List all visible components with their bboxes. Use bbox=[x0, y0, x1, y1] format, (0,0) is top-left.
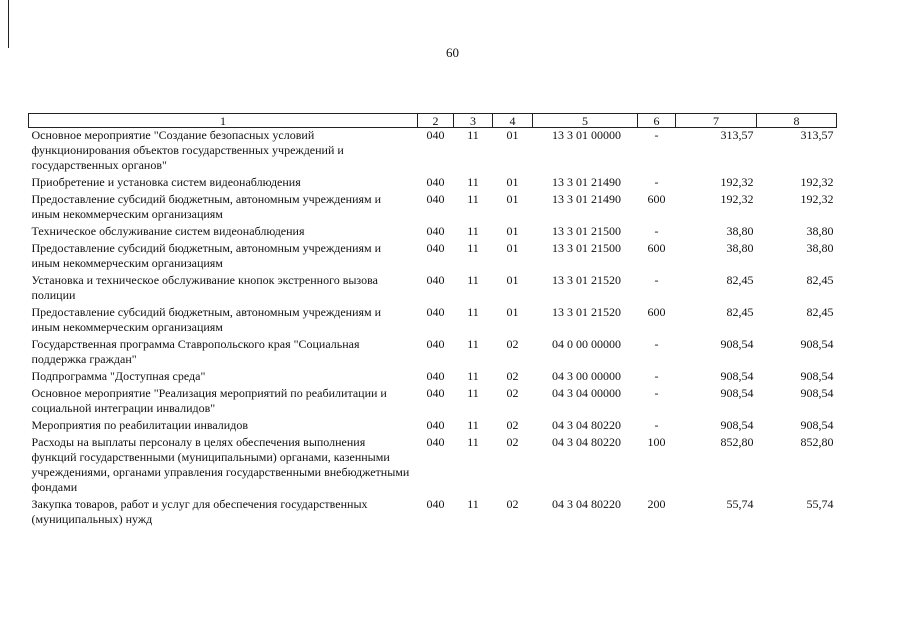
left-margin-rule bbox=[8, 0, 9, 48]
table-row bbox=[29, 435, 837, 497]
expense-type-code: - bbox=[654, 175, 659, 189]
ministry-code: 040 bbox=[426, 305, 445, 319]
amount-col-7: 82,45 bbox=[726, 305, 754, 319]
subsection-code: 02 bbox=[506, 386, 519, 400]
ministry-code: 040 bbox=[426, 418, 445, 432]
target-article-code: 13 3 01 21520 bbox=[552, 305, 621, 319]
subsection-code: 01 bbox=[506, 128, 519, 142]
amount-col-8: 908,54 bbox=[800, 337, 834, 351]
expense-type-code: - bbox=[654, 386, 659, 400]
amount-col-8: 82,45 bbox=[806, 305, 834, 319]
column-header: 6 bbox=[638, 114, 676, 128]
item-name: Предоставление субсидий бюджетным, автономным учреждениям и иным некоммерческим организациям bbox=[31, 305, 382, 334]
table-row bbox=[29, 418, 837, 435]
subsection-code: 02 bbox=[506, 435, 519, 449]
ministry-code: 040 bbox=[426, 386, 445, 400]
ministry-code: 040 bbox=[426, 175, 445, 189]
table-row bbox=[29, 369, 837, 386]
amount-col-8: 38,80 bbox=[806, 241, 834, 255]
section-code: 11 bbox=[467, 386, 479, 400]
subsection-code: 02 bbox=[506, 497, 519, 511]
expense-type-code: 600 bbox=[647, 305, 666, 319]
amount-col-8: 192,32 bbox=[800, 175, 834, 189]
item-name: Предоставление субсидий бюджетным, автономным учреждениям и иным некоммерческим организациям bbox=[31, 241, 382, 270]
item-name: Подпрограмма "Доступная среда" bbox=[31, 369, 206, 383]
target-article-code: 04 3 04 80220 bbox=[552, 497, 621, 511]
amount-col-7: 192,32 bbox=[720, 192, 754, 206]
subsection-code: 01 bbox=[506, 224, 519, 238]
item-name: Основное мероприятие "Создание безопасных условий функционирования объектов государственных учреждений и государственных органов" bbox=[31, 128, 344, 172]
amount-col-7: 908,54 bbox=[720, 337, 754, 351]
item-name: Установка и техническое обслуживание кнопок экстренного вызова полиции bbox=[31, 273, 378, 302]
expense-type-code: - bbox=[654, 418, 659, 432]
subsection-code: 01 bbox=[506, 175, 519, 189]
amount-col-8: 38,80 bbox=[806, 224, 834, 238]
table-row bbox=[29, 273, 837, 305]
item-name: Расходы на выплаты персоналу в целях обеспечения выполнения функций государственными (муниципальными) органами, казенными учреждениями, органами управления государственными внебюджетными фондами bbox=[31, 435, 410, 494]
amount-col-8: 852,80 bbox=[800, 435, 834, 449]
column-header: 7 bbox=[676, 114, 757, 128]
section-code: 11 bbox=[467, 224, 479, 238]
ministry-code: 040 bbox=[426, 369, 445, 383]
target-article-code: 04 3 04 80220 bbox=[552, 418, 621, 432]
table-row bbox=[29, 386, 837, 418]
target-article-code: 13 3 01 21490 bbox=[552, 175, 621, 189]
subsection-code: 01 bbox=[506, 305, 519, 319]
amount-col-7: 38,80 bbox=[726, 241, 754, 255]
amount-col-7: 55,74 bbox=[726, 497, 754, 511]
expense-type-code: - bbox=[654, 128, 659, 142]
target-article-code: 04 3 04 80220 bbox=[552, 435, 621, 449]
section-code: 11 bbox=[467, 241, 479, 255]
header-row bbox=[29, 114, 837, 128]
page-number: 60 bbox=[446, 45, 459, 60]
subsection-code: 01 bbox=[506, 192, 519, 206]
column-header: 2 bbox=[418, 114, 454, 128]
table-row bbox=[29, 128, 837, 176]
subsection-code: 02 bbox=[506, 369, 519, 383]
section-code: 11 bbox=[467, 192, 479, 206]
ministry-code: 040 bbox=[426, 128, 445, 142]
target-article-code: 13 3 01 21520 bbox=[552, 273, 621, 287]
section-code: 11 bbox=[467, 273, 479, 287]
budget-table bbox=[28, 113, 837, 529]
expense-type-code: - bbox=[654, 369, 659, 383]
target-article-code: 13 3 01 00000 bbox=[552, 128, 621, 142]
column-header: 8 bbox=[757, 114, 837, 128]
section-code: 11 bbox=[467, 175, 479, 189]
target-article-code: 04 0 00 00000 bbox=[552, 337, 621, 351]
column-header: 1 bbox=[29, 114, 418, 128]
amount-col-7: 908,54 bbox=[720, 369, 754, 383]
target-article-code: 13 3 01 21490 bbox=[552, 192, 621, 206]
ministry-code: 040 bbox=[426, 497, 445, 511]
column-header: 5 bbox=[533, 114, 638, 128]
table-row bbox=[29, 224, 837, 241]
amount-col-7: 82,45 bbox=[726, 273, 754, 287]
amount-col-8: 192,32 bbox=[800, 192, 834, 206]
amount-col-7: 313,57 bbox=[720, 128, 754, 142]
amount-col-8: 55,74 bbox=[806, 497, 834, 511]
expense-type-code: - bbox=[654, 337, 659, 351]
section-code: 11 bbox=[467, 337, 479, 351]
table-row bbox=[29, 305, 837, 337]
table-row bbox=[29, 337, 837, 369]
amount-col-7: 852,80 bbox=[720, 435, 754, 449]
target-article-code: 13 3 01 21500 bbox=[552, 241, 621, 255]
section-code: 11 bbox=[467, 305, 479, 319]
column-header: 4 bbox=[493, 114, 533, 128]
section-code: 11 bbox=[467, 418, 479, 432]
section-code: 11 bbox=[467, 369, 479, 383]
amount-col-8: 82,45 bbox=[806, 273, 834, 287]
table-row bbox=[29, 192, 837, 224]
target-article-code: 13 3 01 21500 bbox=[552, 224, 621, 238]
amount-col-8: 908,54 bbox=[800, 369, 834, 383]
ministry-code: 040 bbox=[426, 224, 445, 238]
amount-col-7: 38,80 bbox=[726, 224, 754, 238]
amount-col-8: 908,54 bbox=[800, 418, 834, 432]
subsection-code: 02 bbox=[506, 418, 519, 432]
item-name: Приобретение и установка систем видеонаблюдения bbox=[31, 175, 301, 189]
item-name: Предоставление субсидий бюджетным, автономным учреждениям и иным некоммерческим организациям bbox=[31, 192, 382, 221]
table-body bbox=[29, 128, 837, 530]
ministry-code: 040 bbox=[426, 337, 445, 351]
table-row bbox=[29, 175, 837, 192]
expense-type-code: 100 bbox=[647, 435, 666, 449]
table-row bbox=[29, 241, 837, 273]
section-code: 11 bbox=[467, 497, 479, 511]
section-code: 11 bbox=[467, 128, 479, 142]
item-name: Основное мероприятие "Реализация мероприятий по реабилитации и социальной интеграции инвалидов" bbox=[31, 386, 387, 415]
expense-type-code: - bbox=[654, 273, 659, 287]
item-name: Государственная программа Ставропольского края "Социальная поддержка граждан" bbox=[31, 337, 360, 366]
table-row bbox=[29, 497, 837, 529]
expense-type-code: 600 bbox=[647, 192, 666, 206]
item-name: Закупка товаров, работ и услуг для обеспечения государственных (муниципальных) нужд bbox=[31, 497, 368, 526]
amount-col-7: 192,32 bbox=[720, 175, 754, 189]
subsection-code: 02 bbox=[506, 337, 519, 351]
amount-col-7: 908,54 bbox=[720, 418, 754, 432]
ministry-code: 040 bbox=[426, 241, 445, 255]
expense-type-code: 600 bbox=[647, 241, 666, 255]
column-header: 3 bbox=[454, 114, 493, 128]
amount-col-8: 313,57 bbox=[800, 128, 834, 142]
ministry-code: 040 bbox=[426, 192, 445, 206]
ministry-code: 040 bbox=[426, 273, 445, 287]
amount-col-7: 908,54 bbox=[720, 386, 754, 400]
target-article-code: 04 3 04 00000 bbox=[552, 386, 621, 400]
expense-type-code: 200 bbox=[647, 497, 666, 511]
item-name: Техническое обслуживание систем видеонаблюдения bbox=[31, 224, 305, 238]
expense-type-code: - bbox=[654, 224, 659, 238]
amount-col-8: 908,54 bbox=[800, 386, 834, 400]
ministry-code: 040 bbox=[426, 435, 445, 449]
subsection-code: 01 bbox=[506, 241, 519, 255]
item-name: Мероприятия по реабилитации инвалидов bbox=[31, 418, 248, 432]
subsection-code: 01 bbox=[506, 273, 519, 287]
section-code: 11 bbox=[467, 435, 479, 449]
target-article-code: 04 3 00 00000 bbox=[552, 369, 621, 383]
